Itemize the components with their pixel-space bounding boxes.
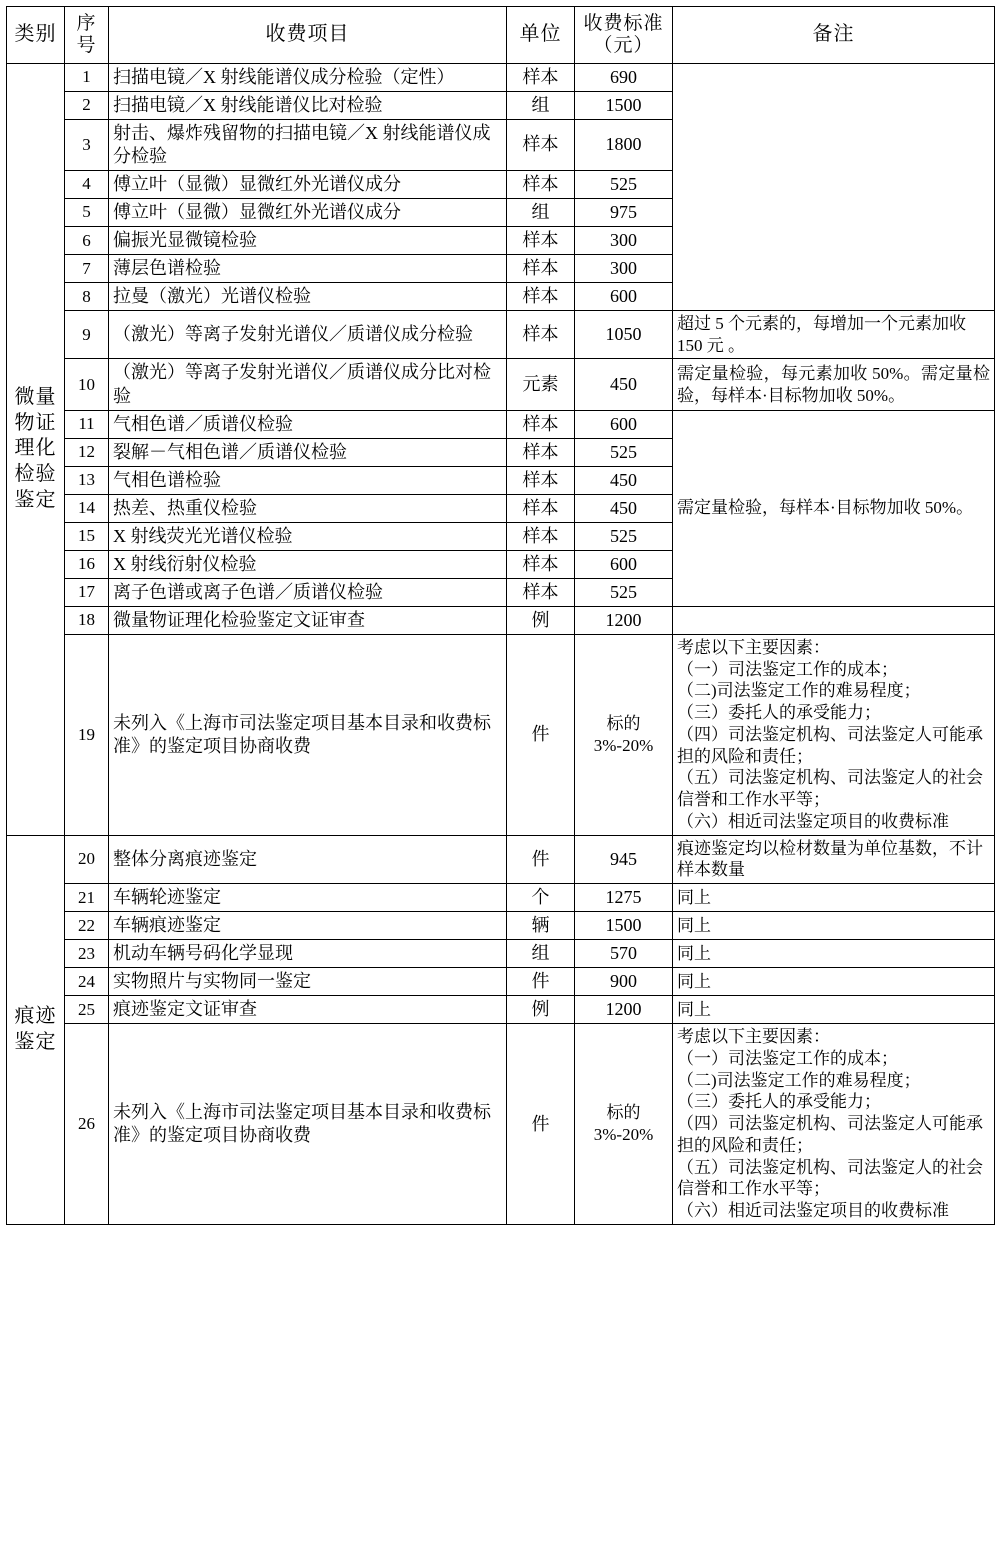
row-no: 12 [65,438,109,466]
row-item: 傅立叶（显微）显微红外光谱仪成分 [109,170,507,198]
row-note: 需定量检验，每元素加收 50%。需定量检验，每样本·目标物加收 50%。 [673,359,995,410]
row-unit: 样本 [507,254,575,282]
row-item: （激光）等离子发射光谱仪／质谱仪成分比对检验 [109,359,507,410]
row-price: 1050 [575,310,673,359]
row-no: 6 [65,226,109,254]
table-row [7,310,995,359]
row-price: 450 [575,359,673,410]
row-no: 2 [65,91,109,119]
row-unit: 样本 [507,466,575,494]
row-price: 945 [575,835,673,884]
row-no: 8 [65,282,109,310]
row-no: 24 [65,968,109,996]
row-item: 机动车辆号码化学显现 [109,940,507,968]
note-line: 考虑以下主要因素： [677,1027,830,1047]
row-no: 3 [65,119,109,170]
row-item: 偏振光显微镜检验 [109,226,507,254]
row-item: 气相色谱检验 [109,466,507,494]
row-no: 21 [65,884,109,912]
price-line: 3%-20% [593,735,654,755]
row-unit: 样本 [507,550,575,578]
row-item: 未列入《上海市司法鉴定项目基本目录和收费标准》的鉴定项目协商收费 [109,634,507,835]
row-unit: 组 [507,91,575,119]
row-no: 4 [65,170,109,198]
note-line: （三）委托人的承受能力； [677,1092,881,1112]
row-price: 300 [575,226,673,254]
header-item: 收费项目 [109,7,507,64]
row-item: 离子色谱或离子色谱／质谱仪检验 [109,578,507,606]
note-line: （四）司法鉴定机构、司法鉴定人可能承担的风险和责任； [677,724,983,766]
row-note [673,310,995,359]
price-line: 标的 [606,1103,641,1123]
table-row [7,912,995,940]
note-line: （五）司法鉴定机构、司法鉴定人的社会信誉和工作水平等； [677,1157,983,1199]
note-line: （一）司法鉴定工作的成本； [677,659,898,679]
row-note: 同上 [673,996,995,1024]
row-price: 1200 [575,606,673,634]
row-no: 1 [65,63,109,91]
row-item: 热差、热重仪检验 [109,494,507,522]
table-row [7,634,995,835]
row-note: 同上 [673,940,995,968]
row-unit: 样本 [507,578,575,606]
row-unit: 样本 [507,522,575,550]
row-unit: 件 [507,634,575,835]
row-item: 扫描电镜／X 射线能谱仪比对检验 [109,91,507,119]
row-no: 11 [65,410,109,438]
row-item: 扫描电镜／X 射线能谱仪成分检验（定性） [109,63,507,91]
row-unit: 样本 [507,119,575,170]
table-row [7,968,995,996]
row-item: 拉曼（激光）光谱仪检验 [109,282,507,310]
row-price: 450 [575,466,673,494]
table-row [7,606,995,634]
category-cell-henji: 痕迹 鉴定 [7,835,65,1224]
note-line: 150 元 。 [677,335,745,355]
row-price: 1500 [575,912,673,940]
row-no: 10 [65,359,109,410]
row-unit: 例 [507,606,575,634]
row-price: 1500 [575,91,673,119]
row-price: 1275 [575,884,673,912]
row-item: 实物照片与实物同一鉴定 [109,968,507,996]
note-line: （五）司法鉴定机构、司法鉴定人的社会信誉和工作水平等； [677,768,983,810]
table-row [7,410,995,438]
row-price: 600 [575,410,673,438]
note-line: 考虑以下主要因素： [677,637,830,657]
row-unit: 个 [507,884,575,912]
row-no: 19 [65,634,109,835]
row-item: 未列入《上海市司法鉴定项目基本目录和收费标准》的鉴定项目协商收费 [109,1024,507,1225]
row-note [673,1024,995,1225]
note-line: （四）司法鉴定机构、司法鉴定人可能承担的风险和责任； [677,1114,983,1155]
row-price: 300 [575,254,673,282]
row-unit: 件 [507,835,575,884]
row-price: 900 [575,968,673,996]
note-line: （六）相近司法鉴定项目的收费标准 [677,811,949,831]
row-price [575,634,673,835]
row-no: 14 [65,494,109,522]
row-price: 600 [575,550,673,578]
row-no: 25 [65,996,109,1024]
fee-schedule-table [6,6,995,1225]
table-row [7,359,995,410]
row-item: 车辆痕迹鉴定 [109,912,507,940]
row-price: 525 [575,438,673,466]
row-item: 裂解－气相色谱／质谱仪检验 [109,438,507,466]
row-no: 26 [65,1024,109,1225]
row-unit: 样本 [507,438,575,466]
note-line: （三）委托人的承受能力； [677,703,881,723]
header-price: 收费标准 （元） [575,7,673,64]
row-item: 微量物证理化检验鉴定文证审查 [109,606,507,634]
table-row [7,996,995,1024]
row-no: 17 [65,578,109,606]
row-no: 16 [65,550,109,578]
row-unit: 例 [507,996,575,1024]
row-note [673,634,995,835]
row-note-empty [673,606,995,634]
row-price: 1200 [575,996,673,1024]
header-note: 备注 [673,7,995,64]
row-note: 同上 [673,968,995,996]
row-price: 525 [575,170,673,198]
header-no: 序 号 [65,7,109,64]
row-no: 7 [65,254,109,282]
price-line: 标的 [606,713,641,733]
header-unit: 单位 [507,7,575,64]
row-price: 1800 [575,119,673,170]
row-unit: 元素 [507,359,575,410]
row-unit: 组 [507,940,575,968]
row-item: 气相色谱／质谱仪检验 [109,410,507,438]
row-unit: 件 [507,968,575,996]
row-no: 20 [65,835,109,884]
row-price: 525 [575,522,673,550]
header-row [7,7,995,64]
row-price: 690 [575,63,673,91]
row-no: 15 [65,522,109,550]
row-price: 975 [575,198,673,226]
table-row [7,940,995,968]
note-line: （二)司法鉴定工作的难易程度； [677,1070,921,1090]
note-line: （二)司法鉴定工作的难易程度； [677,681,921,701]
row-item: 射击、爆炸残留物的扫描电镜／X 射线能谱仪成分检验 [109,119,507,170]
row-item: 薄层色谱检验 [109,254,507,282]
row-price [575,1024,673,1225]
row-price: 525 [575,578,673,606]
row-unit: 辆 [507,912,575,940]
row-price: 600 [575,282,673,310]
category-cell-weiliang: 微量 物证 理化 检验 鉴定 [7,63,65,835]
row-item: 痕迹鉴定文证审查 [109,996,507,1024]
row-item: 整体分离痕迹鉴定 [109,835,507,884]
row-no: 22 [65,912,109,940]
row-unit: 样本 [507,170,575,198]
row-note: 同上 [673,912,995,940]
row-note: 痕迹鉴定均以检材数量为单位基数，不计样本数量 [673,835,995,884]
row-price: 450 [575,494,673,522]
note-line: （一）司法鉴定工作的成本； [677,1048,898,1068]
table-body [7,63,995,1224]
note-line: 超过 5 个元素的，每增加一个元素加收 [677,313,966,333]
row-item: （激光）等离子发射光谱仪／质谱仪成分检验 [109,310,507,359]
row-item: X 射线荧光光谱仪检验 [109,522,507,550]
row-note-empty [673,63,995,310]
table-row [7,1024,995,1225]
table-row [7,835,995,884]
table-row [7,63,995,91]
price-line: 3%-20% [593,1125,654,1145]
row-price: 570 [575,940,673,968]
row-no: 18 [65,606,109,634]
table-header [7,7,995,64]
row-unit: 样本 [507,494,575,522]
row-unit: 件 [507,1024,575,1225]
row-item: 车辆轮迹鉴定 [109,884,507,912]
row-unit: 样本 [507,63,575,91]
row-unit: 组 [507,198,575,226]
row-note-merged: 需定量检验，每样本·目标物加收 50%。 [673,410,995,606]
row-item: 傅立叶（显微）显微红外光谱仪成分 [109,198,507,226]
row-no: 23 [65,940,109,968]
table-row [7,884,995,912]
row-no: 13 [65,466,109,494]
row-no: 9 [65,310,109,359]
header-category: 类别 [7,7,65,64]
row-no: 5 [65,198,109,226]
row-unit: 样本 [507,410,575,438]
row-item: X 射线衍射仪检验 [109,550,507,578]
note-line: （六）相近司法鉴定项目的收费标准 [677,1201,949,1221]
row-unit: 样本 [507,310,575,359]
row-note: 同上 [673,884,995,912]
row-unit: 样本 [507,226,575,254]
row-unit: 样本 [507,282,575,310]
